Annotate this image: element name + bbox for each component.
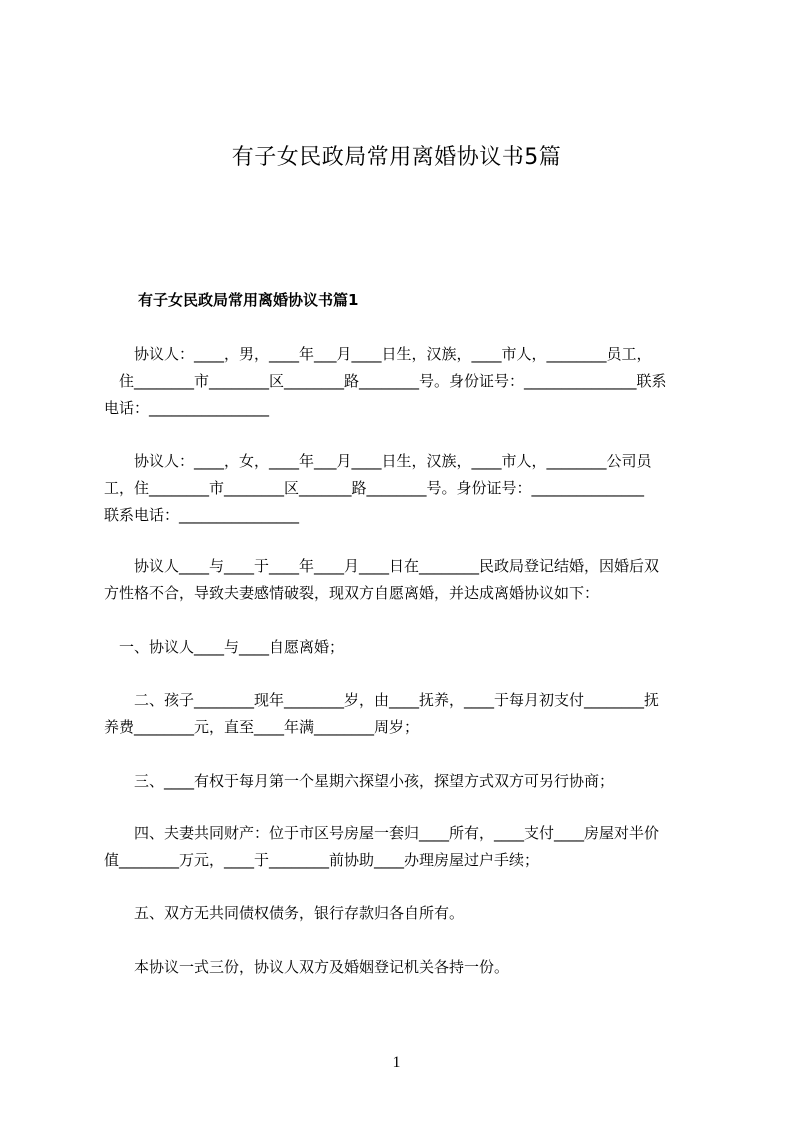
text-line: 值________万元，____于________前协助____办理房屋过户手续； [104, 851, 540, 869]
text-line: 联系电话：________________ [104, 506, 300, 524]
text-line: 二、孩子________现年________岁，由____抚养，____于每月初支付________抚 [104, 691, 660, 709]
clause-two [104, 687, 702, 741]
text-line: 四、夫妻共同财产：位于市区号房屋一套归____所有，____支付____房屋对半价 [104, 824, 660, 842]
clause-one [104, 634, 702, 661]
section-heading: 有子女民政局常用离婚协议书篇1 [138, 291, 359, 309]
text-line: 协议人：____，女，____年___月____日生，汉族，____市人，________公司员 [104, 452, 652, 470]
party-one-paragraph [104, 341, 702, 422]
text-line: 工，住________市________区_______路________号。身份证号：_______________ [104, 479, 645, 497]
text-line: 养费________元，直至____年满________周岁； [104, 718, 420, 736]
text-line: 一、协议人____与____自愿离婚； [104, 638, 345, 656]
text-line: 三、____有权于每月第一个星期六探望小孩，探望方式双方可另行协商； [104, 772, 615, 790]
text-line: 本协议一式三份，协议人双方及婚姻登记机关各持一份。 [104, 958, 510, 976]
text-line: 住________市________区________路________号。身份证号：_______________联系 [104, 372, 667, 390]
page-number: 1 [392, 1054, 401, 1071]
marriage-paragraph [104, 553, 702, 607]
text-line: 电话：________________ [104, 399, 270, 417]
clause-three [104, 768, 702, 795]
text-line: 五、双方无共同债权债务，银行存款归各自所有。 [104, 904, 465, 922]
clause-five [104, 900, 702, 927]
clause-four [104, 820, 702, 874]
text-line: 协议人：____，男，____年___月____日生，汉族，____市人，________员工， [104, 345, 652, 363]
closing-paragraph [104, 954, 702, 981]
party-two-paragraph [104, 448, 702, 529]
text-line: 协议人____与____于____年____月____日在________民政局登记结婚，因婚后双 [104, 557, 660, 575]
document-title: 有子女民政局常用离婚协议书5篇 [231, 145, 562, 170]
text-line: 方性格不合，导致夫妻感情破裂，现双方自愿离婚，并达成离婚协议如下： [104, 584, 600, 602]
